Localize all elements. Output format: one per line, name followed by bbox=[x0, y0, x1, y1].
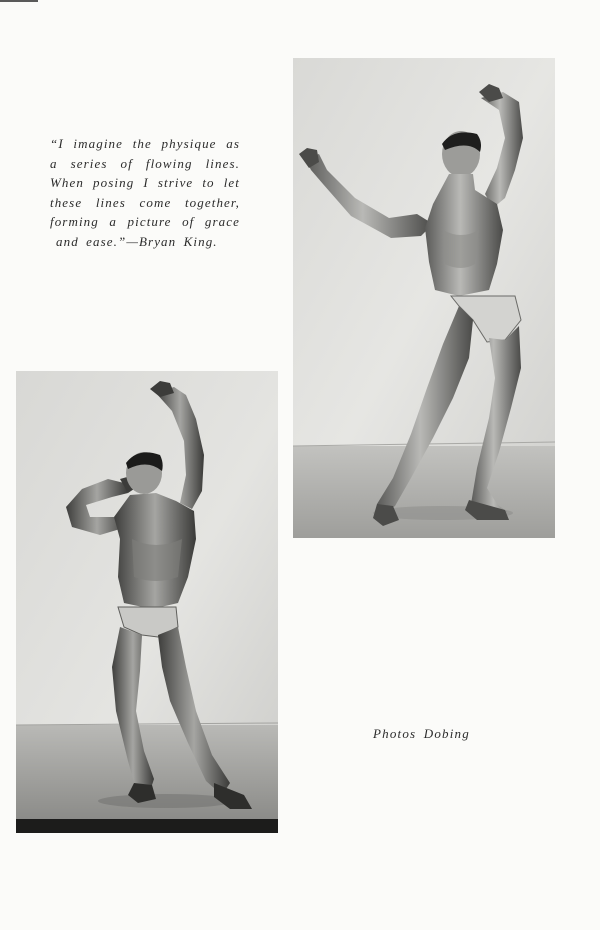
photo-credit: Photos Dobing bbox=[373, 726, 470, 741]
quote-line: a series of flowing lines. bbox=[50, 155, 240, 171]
photo-right bbox=[293, 58, 555, 538]
photo-left-image bbox=[16, 371, 278, 833]
photo-right-image bbox=[293, 58, 555, 538]
pull-quote bbox=[50, 134, 240, 252]
photo-left bbox=[16, 371, 278, 833]
quote-line: forming a picture of grace bbox=[50, 214, 240, 230]
quote-line: and ease.”—Bryan King. bbox=[56, 233, 218, 249]
page-corner-mark bbox=[0, 0, 38, 2]
quote-line: When posing I strive to let bbox=[50, 175, 240, 191]
quote-line: these lines come together, bbox=[50, 194, 240, 210]
quote-line: “I imagine the physique as bbox=[50, 136, 240, 151]
